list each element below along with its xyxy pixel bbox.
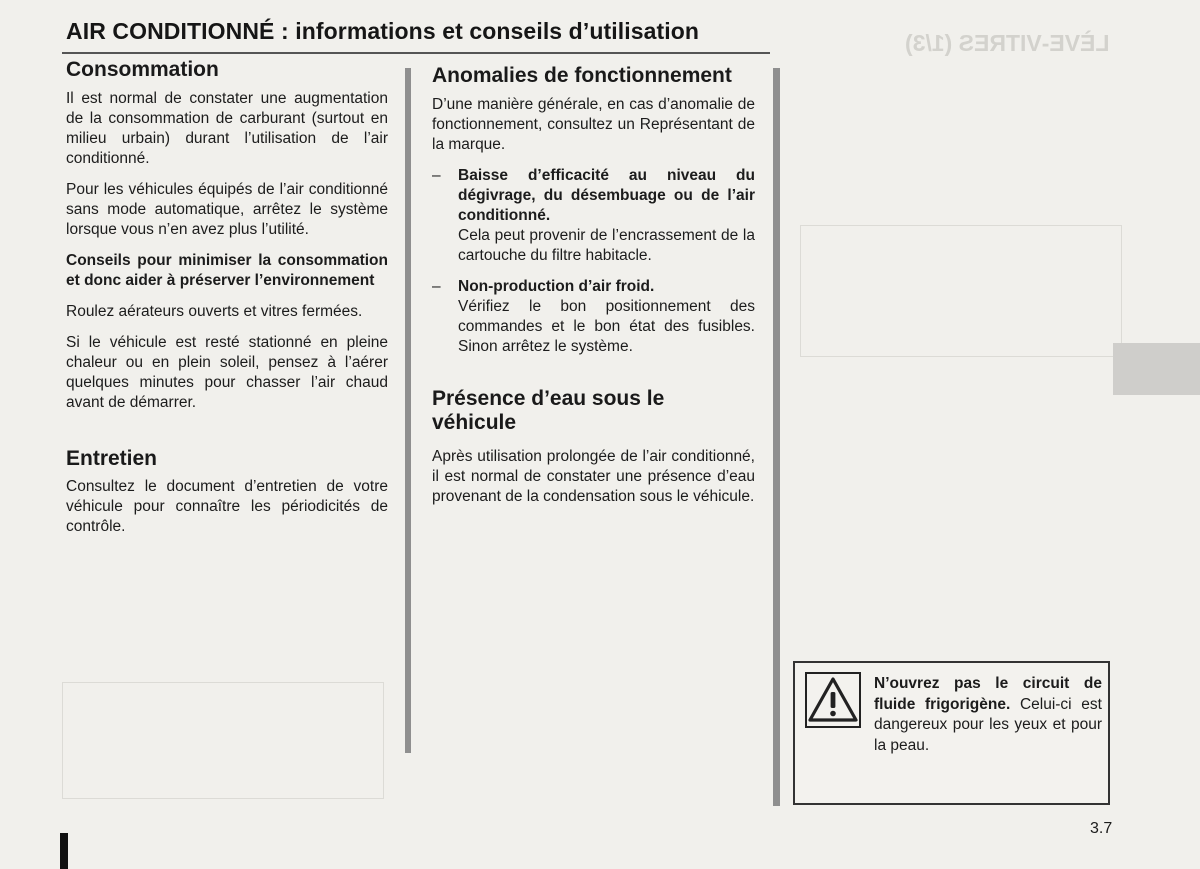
paragraph: Consultez le document d’entretien de votre véhicule pour connaître les périodicités de contrôle.	[66, 478, 388, 535]
presence-eau-heading: Présence d’eau sous le véhicule	[432, 387, 665, 434]
anomaly-item	[432, 166, 755, 266]
middle-column	[432, 64, 755, 507]
page-edge-marker	[60, 833, 68, 869]
column-divider	[405, 68, 411, 753]
anomalies-heading: Anomalies de fonctionnement	[432, 64, 732, 87]
ghost-frame	[800, 225, 1122, 357]
consommation-heading: Consommation	[66, 58, 219, 81]
paragraph: Il est normal de constater une augmentation de la consommation de carburant (surtout en milieu urbain) durant l’utilisation de l’air conditionné.	[66, 90, 388, 167]
dash: –	[432, 278, 441, 295]
title-underline	[62, 52, 770, 54]
paragraph: Si le véhicule est resté stationné en pleine chaleur ou en plein soleil, pensez à l’aérer quelques minutes pour chasser l’air chaud avant de démarrer.	[66, 334, 388, 411]
left-column	[66, 58, 388, 537]
column-divider	[773, 68, 780, 806]
entretien-heading: Entretien	[66, 447, 158, 470]
warning-body-text: Celui-ci est dangereux pour les yeux et pour la peau.	[874, 695, 1102, 754]
paragraph: D’une manière générale, en cas d’anomalie de fonctionnement, consultez un Représentant de la marque.	[432, 96, 755, 153]
warning-bold-text: N’ouvrez pas le circuit de fluide frigorigène.	[874, 675, 1102, 713]
dash: –	[432, 167, 441, 184]
paragraph: Pour les véhicules équipés de l’air conditionné sans mode automatique, arrêtez le système lorsque vous n’en avez plus l’utilité.	[66, 181, 388, 238]
paragraph: Après utilisation prolongée de l’air conditionné, il est normal de constater une présence d’eau provenant de la condensation sous le véhicule.	[432, 448, 755, 505]
warning-triangle-icon	[805, 672, 861, 728]
ghost-heading: LÈVE-VITRES (1/3)	[905, 30, 1110, 56]
warning-box	[793, 661, 1110, 805]
page-number: 3.7	[1090, 820, 1113, 837]
tips-heading: Conseils pour minimiser la consommation et donc aider à préserver l’environnement	[66, 252, 388, 289]
page-title: AIR CONDITIONNÉ : informations et conseils d’utilisation	[66, 18, 700, 44]
anomaly-title: Non-production d’air froid.	[458, 278, 655, 295]
ghost-frame	[62, 682, 384, 799]
paragraph: Roulez aérateurs ouverts et vitres fermées.	[66, 303, 363, 320]
anomaly-text: Vérifiez le bon positionnement des commandes et le bon état des fusibles. Sinon arrêtez le système.	[458, 298, 755, 355]
ghost-side-tab	[1113, 343, 1200, 395]
anomaly-item	[432, 277, 755, 357]
warning-text	[874, 674, 1102, 756]
anomaly-text: Cela peut provenir de l’encrassement de la cartouche du filtre habitacle.	[458, 227, 755, 264]
anomaly-title: Baisse d’efficacité au niveau du dégivrage, du désembuage ou de l’air conditionné.	[458, 167, 755, 224]
